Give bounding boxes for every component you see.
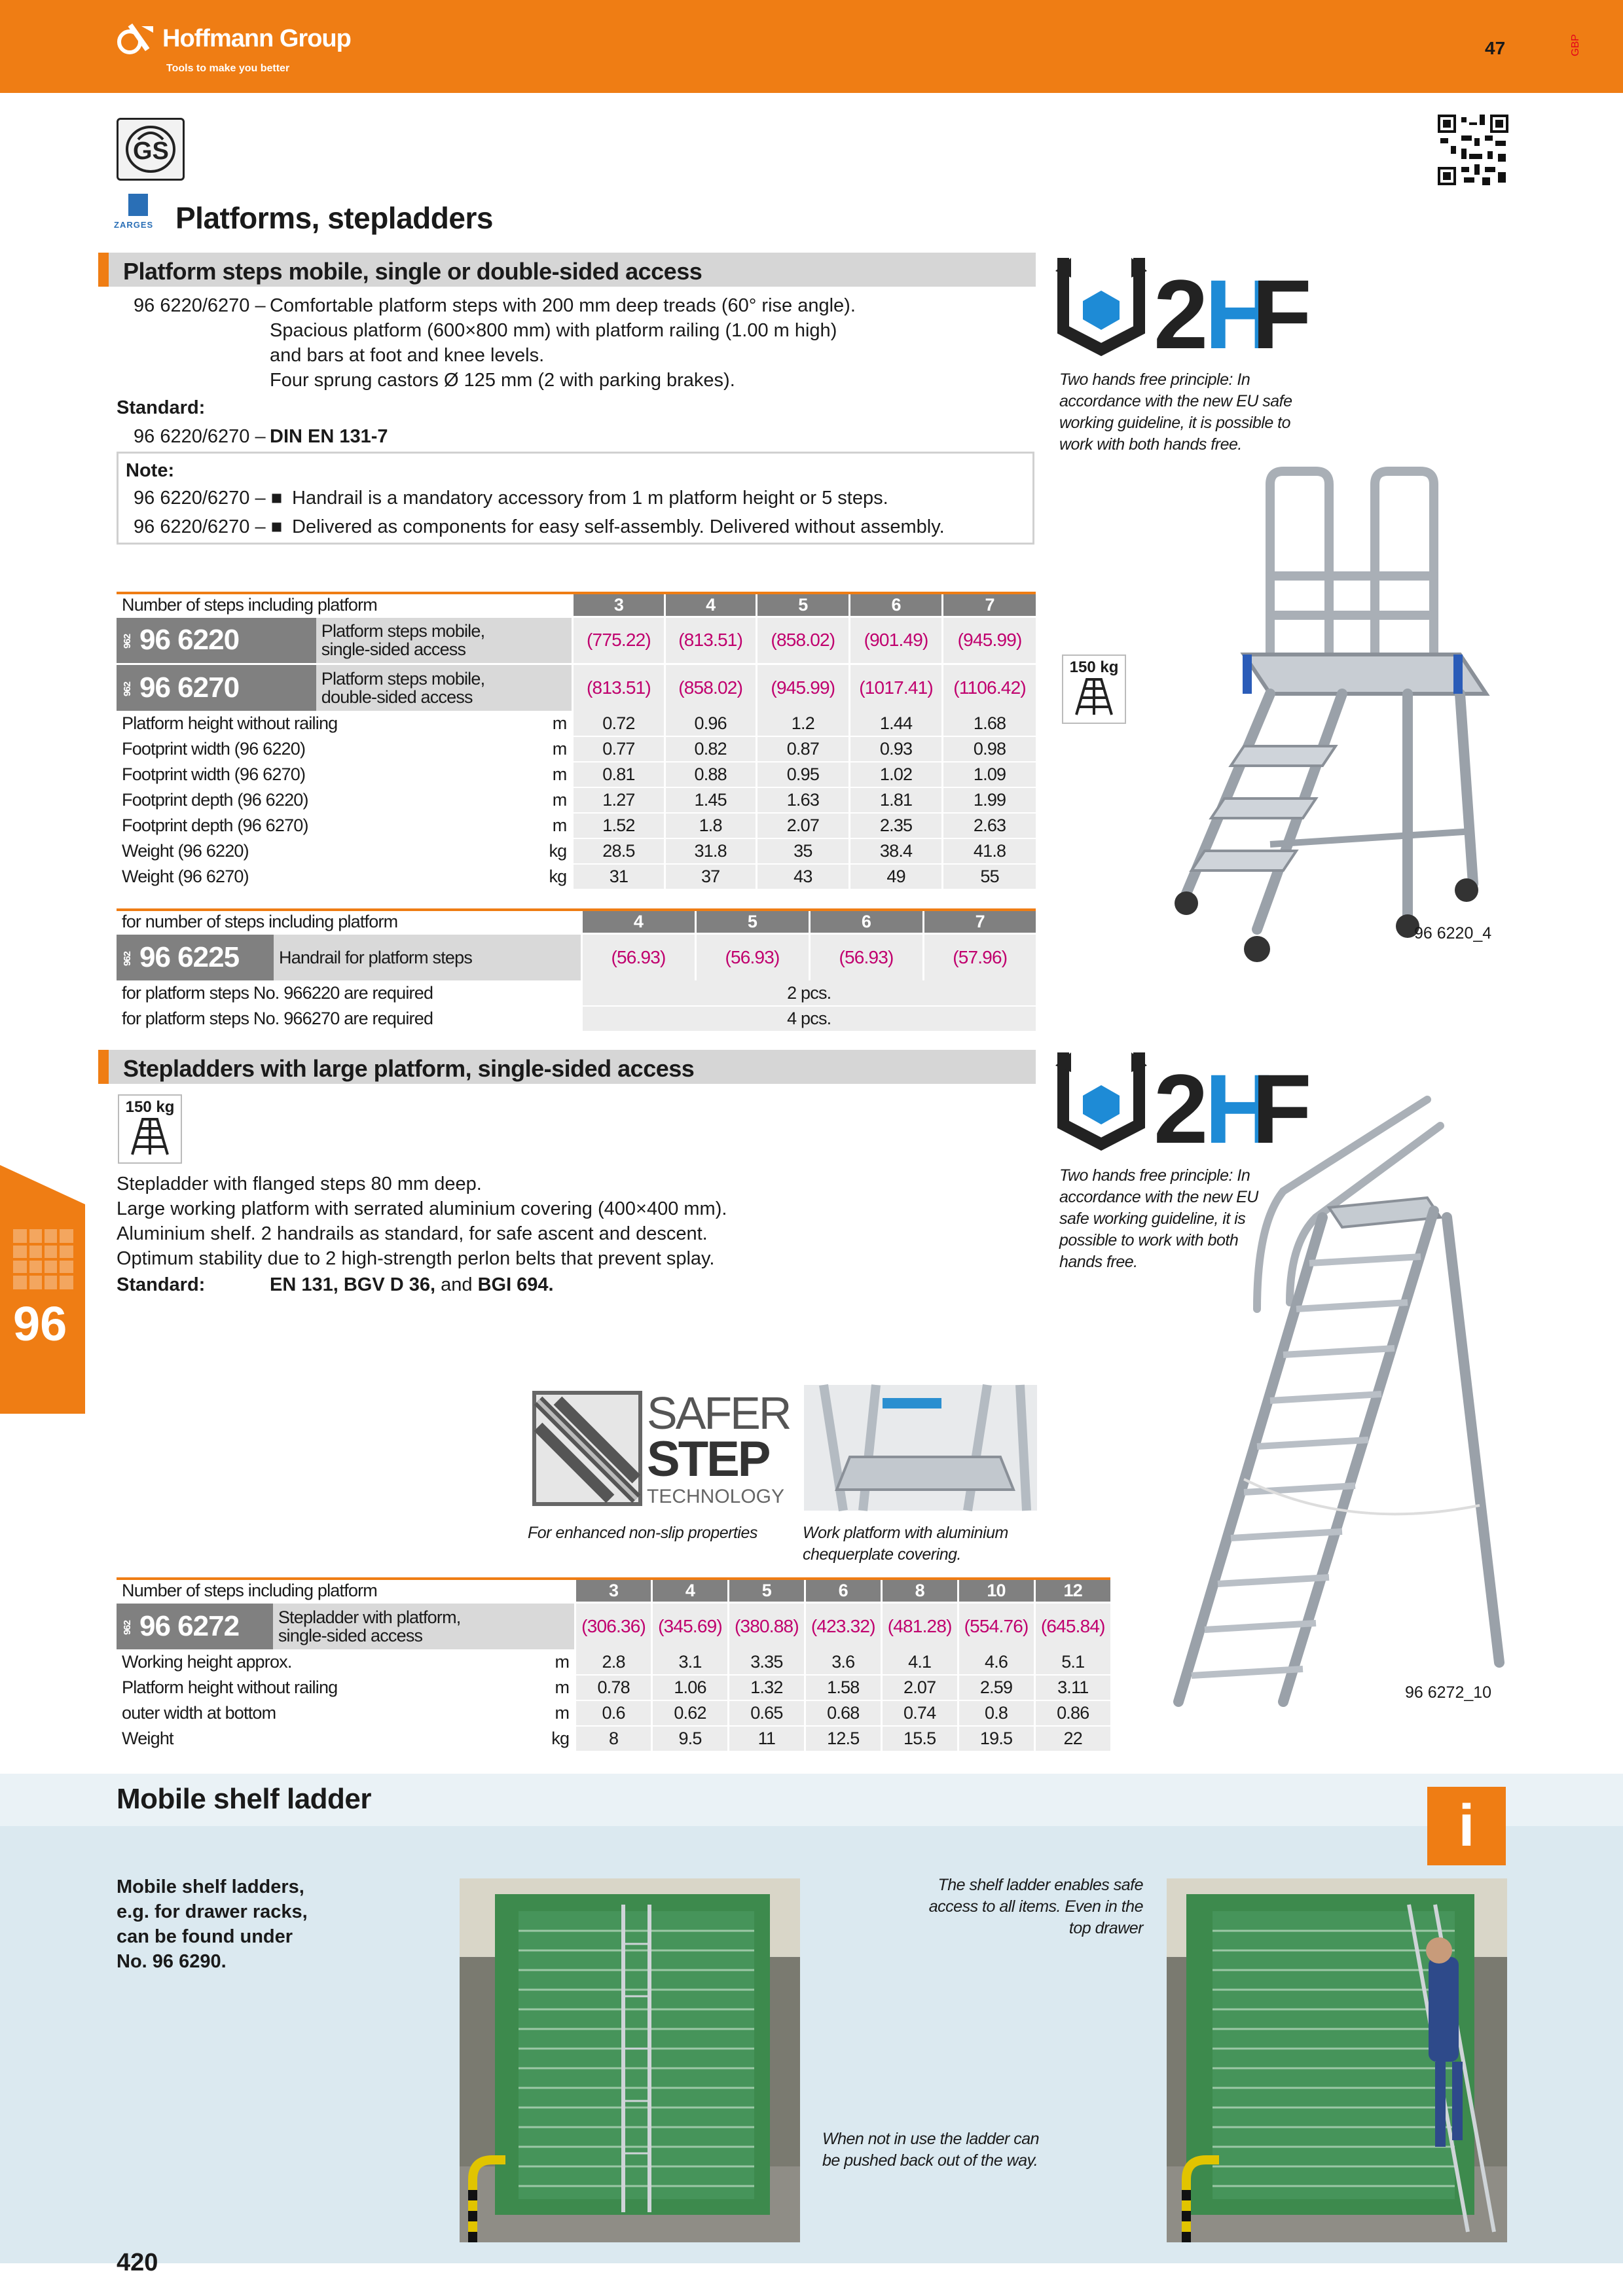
desc-line: Comfortable platform steps with 200 mm deep treads (60° rise angle). [270, 295, 856, 316]
row-value: 49 [849, 864, 942, 889]
row-value: 1.02 [849, 762, 942, 787]
price[interactable]: (56.93) [581, 933, 695, 980]
row-value: 1.52 [573, 813, 665, 838]
price[interactable]: (775.22) [573, 617, 665, 664]
row-value: 1.44 [849, 711, 942, 736]
table-row [117, 980, 1036, 1006]
svg-text:F: F [1252, 259, 1312, 369]
row-value: 0.86 [1034, 1700, 1110, 1726]
table-row [117, 1675, 1110, 1700]
stepladder-table [117, 1577, 1110, 1752]
shelf-ladder-photo-in-use [1167, 1878, 1507, 2242]
row-value: 1.45 [665, 787, 756, 813]
row-value: 0.87 [756, 736, 849, 762]
row-value: 5.1 [1034, 1649, 1110, 1675]
price[interactable]: (945.99) [943, 617, 1036, 664]
step-count: 5 [695, 910, 809, 933]
load-capacity-label: 150 kg [125, 1098, 175, 1116]
table-row [117, 1700, 1110, 1726]
note-label: Note: [126, 460, 175, 481]
article-code-966220[interactable]: 962 96 6220 [117, 617, 316, 664]
row-label: Footprint width (96 6270) [117, 762, 542, 787]
step-count: 5 [728, 1579, 805, 1602]
table-header-label: Number of steps including platform [117, 593, 573, 617]
safer-step-icon [532, 1388, 643, 1509]
row-label: outer width at bottom [117, 1700, 546, 1726]
section-title: Platform steps mobile, single or double-sided access [123, 258, 702, 285]
desc-line: Four sprung castors Ø 125 mm (2 with parking brakes). [270, 370, 735, 391]
page-number: 420 [117, 2249, 158, 2276]
row-value: 1.63 [756, 787, 849, 813]
row-value: 38.4 [849, 838, 942, 864]
row-value: 3.35 [728, 1649, 805, 1675]
row-label: Platform height without railing [117, 711, 542, 736]
info-box-title: Mobile shelf ladder [117, 1783, 372, 1815]
ladder-icon [1071, 677, 1117, 716]
safer-step-caption: For enhanced non-slip properties [528, 1524, 757, 1542]
row-value: 0.88 [665, 762, 756, 787]
price[interactable]: (57.96) [923, 933, 1036, 980]
row-value: 0.68 [805, 1700, 881, 1726]
step-count: 3 [575, 1579, 652, 1602]
table-header-row [117, 1579, 1110, 1602]
row-value: 11 [728, 1726, 805, 1751]
price[interactable]: (481.28) [881, 1602, 958, 1649]
row-value: 8 [575, 1726, 652, 1751]
desc-line: Optimum stability due to 2 high-strength perlon belts that prevent splay. [117, 1248, 715, 1269]
row-value: 2.63 [943, 813, 1036, 838]
row-value: 43 [756, 864, 849, 889]
note-prefix: 96 6220/6270 – ■ [134, 516, 283, 537]
row-value: 0.96 [665, 711, 756, 736]
article-row[interactable] [117, 664, 1036, 711]
row-value: 0.98 [943, 736, 1036, 762]
row-unit: m [542, 762, 573, 787]
standard-prefix: 96 6220/6270 – [134, 426, 266, 447]
price[interactable]: (554.76) [958, 1602, 1034, 1649]
row-value: 1.27 [573, 787, 665, 813]
article-image-number: 96 6272_10 [1405, 1683, 1492, 1702]
chapter-number: 96 [13, 1297, 67, 1351]
zarges-logo [114, 194, 161, 232]
section-heading-stepladders [98, 1050, 1036, 1084]
article-description: Stepladder with platform, single-sided access [273, 1602, 575, 1649]
work-platform-photo [804, 1385, 1037, 1511]
row-unit: m [546, 1675, 575, 1700]
row-label: Weight (96 6220) [117, 838, 542, 864]
row-value: 22 [1034, 1726, 1110, 1751]
table-row [117, 1726, 1110, 1751]
shelf-ladder-photo-stowed [460, 1878, 800, 2242]
step-count: 8 [881, 1579, 958, 1602]
row-label: for platform steps No. 966220 are required [117, 980, 581, 1006]
table-header-label: for number of steps including platform [117, 910, 581, 933]
price[interactable]: (813.51) [573, 664, 665, 711]
step-count: 5 [756, 593, 849, 617]
zarges-label: ZARGES [114, 220, 154, 230]
row-unit: kg [542, 864, 573, 889]
brand-name: Hoffmann Group [162, 25, 351, 52]
row-unit: m [542, 736, 573, 762]
row-value: 9.5 [652, 1726, 729, 1751]
price[interactable]: (945.99) [756, 664, 849, 711]
row-value: 31.8 [665, 838, 756, 864]
row-value: 1.99 [943, 787, 1036, 813]
row-value: 2.59 [958, 1675, 1034, 1700]
table-header-row [117, 910, 1036, 933]
row-label: Platform height without railing [117, 1675, 546, 1700]
article-code-966270[interactable]: 962 96 6270 [117, 664, 316, 711]
price[interactable]: (56.93) [695, 933, 809, 980]
load-capacity-label: 150 kg [1069, 658, 1119, 676]
article-description: Platform steps mobile, double-sided access [316, 664, 573, 711]
chapter-grid-icon [13, 1229, 73, 1289]
row-label: Footprint depth (96 6270) [117, 813, 542, 838]
row-value: 2.8 [575, 1649, 652, 1675]
row-unit: m [542, 711, 573, 736]
price[interactable]: (423.32) [805, 1602, 881, 1649]
row-value: 12.5 [805, 1726, 881, 1751]
step-label: STEP [647, 1431, 769, 1487]
article-description: Platform steps mobile, single-sided access [316, 617, 573, 664]
row-value: 0.74 [881, 1700, 958, 1726]
article-row[interactable] [117, 933, 1036, 980]
desc-line: and bars at foot and knee levels. [270, 345, 545, 366]
zarges-logo-icon [128, 194, 148, 216]
section-title: Stepladders with large platform, single-sided access [123, 1055, 695, 1082]
row-value: 1.58 [805, 1675, 881, 1700]
row-value: 1.09 [943, 762, 1036, 787]
safer-label: SAFER [647, 1388, 790, 1439]
handrail-table [117, 908, 1036, 1032]
table-row [117, 711, 1036, 736]
standard-value: DIN EN 131-7 [270, 426, 388, 447]
row-value: 1.81 [849, 787, 942, 813]
svg-text:2: 2 [1154, 1054, 1202, 1164]
step-count: 3 [573, 593, 665, 617]
svg-text:GS: GS [133, 137, 169, 165]
row-value: 1.06 [652, 1675, 729, 1700]
row-value: 0.93 [849, 736, 942, 762]
qr-code-icon[interactable] [1438, 114, 1508, 186]
ladder-access-caption: The shelf ladder enables safe access to all items. Even in the top drawer [928, 1876, 1143, 1937]
work-platform-caption: Work platform with aluminium chequerplate covering. [803, 1524, 1008, 1564]
note-text: Handrail is a mandatory accessory from 1 m platform height or 5 steps. [292, 488, 888, 509]
technology-label: TECHNOLOGY [647, 1486, 785, 1507]
row-unit: m [546, 1700, 575, 1726]
price[interactable]: (858.02) [665, 664, 756, 711]
row-value: 0.95 [756, 762, 849, 787]
row-value: 0.65 [728, 1700, 805, 1726]
row-label: Working height approx. [117, 1649, 546, 1675]
desc-line: Aluminium shelf. 2 handrails as standard, for safe ascent and descent. [117, 1223, 708, 1244]
article-image-number: 96 6220_4 [1414, 924, 1492, 942]
catalog-page-number: 47 [1485, 38, 1506, 58]
row-value: 2.07 [756, 813, 849, 838]
row-value: 35 [756, 838, 849, 864]
gs-certification-icon [117, 118, 185, 181]
table-row [117, 838, 1036, 864]
step-count: 10 [958, 1579, 1034, 1602]
standard-label: Standard: [117, 397, 206, 418]
step-count: 6 [809, 910, 923, 933]
price[interactable]: (645.84) [1034, 1602, 1110, 1649]
row-value: 0.6 [575, 1700, 652, 1726]
row-value: 2.35 [849, 813, 942, 838]
svg-text:2: 2 [1154, 259, 1202, 369]
row-unit: kg [546, 1726, 575, 1751]
desc-line: Spacious platform (600×800 mm) with platform railing (1.00 m high) [270, 320, 837, 341]
article-row[interactable] [117, 617, 1036, 664]
stepladder-photo [1152, 1086, 1519, 1715]
step-count: 4 [581, 910, 695, 933]
row-value: 3.6 [805, 1649, 881, 1675]
row-unit: m [542, 787, 573, 813]
table-row [117, 813, 1036, 838]
note-text: Delivered as components for easy self-assembly. Delivered without assembly. [292, 516, 945, 537]
price[interactable]: (1017.41) [849, 664, 942, 711]
row-unit: m [546, 1649, 575, 1675]
svg-text:H: H [1205, 259, 1269, 369]
row-unit: kg [542, 838, 573, 864]
row-label: Footprint width (96 6220) [117, 736, 542, 762]
row-value: 19.5 [958, 1726, 1034, 1751]
row-value: 15.5 [881, 1726, 958, 1751]
article-code-966225[interactable]: 962 96 6225 [117, 933, 274, 980]
row-value: 0.82 [665, 736, 756, 762]
step-count: 6 [805, 1579, 881, 1602]
page-title: Platforms, stepladders [175, 201, 493, 235]
hoffmann-logo-icon [117, 20, 155, 58]
price[interactable]: (813.51) [665, 617, 756, 664]
article-description: Handrail for platform steps [274, 933, 581, 980]
price[interactable]: (306.36) [575, 1602, 652, 1649]
two-hands-free-caption: Two hands free principle: In accordance with the new EU safe working guideline, it is possible to work with both hands free. [1059, 370, 1292, 454]
row-value: 31 [573, 864, 665, 889]
step-count: 7 [923, 910, 1036, 933]
row-value: 1.8 [665, 813, 756, 838]
step-count: 4 [652, 1579, 729, 1602]
row-value: 41.8 [943, 838, 1036, 864]
svg-text:H: H [1205, 1054, 1269, 1164]
info-icon: i [1427, 1787, 1506, 1865]
table-row [117, 787, 1036, 813]
table-row [117, 1649, 1110, 1675]
price[interactable]: (1106.42) [943, 664, 1036, 711]
table-header-row [117, 593, 1036, 617]
brand-tagline: Tools to make you better [166, 63, 290, 74]
row-label: for platform steps No. 966270 are required [117, 1006, 581, 1031]
row-value: 0.62 [652, 1700, 729, 1726]
row-value: 4.1 [881, 1649, 958, 1675]
section-heading-platform-steps [98, 253, 1036, 287]
platform-steps-photo [1146, 458, 1519, 975]
table-row [117, 864, 1036, 889]
ladder-icon [127, 1117, 173, 1156]
chapter-side-tab[interactable] [0, 1165, 85, 1414]
price[interactable]: (345.69) [652, 1602, 729, 1649]
language-code: GBP [1570, 34, 1581, 56]
row-value: 4.6 [958, 1649, 1034, 1675]
step-count: 12 [1034, 1579, 1110, 1602]
row-value: 55 [943, 864, 1036, 889]
step-count: 6 [849, 593, 942, 617]
price[interactable]: (56.93) [809, 933, 923, 980]
row-value: 1.68 [943, 711, 1036, 736]
note-prefix: 96 6220/6270 – ■ [134, 488, 283, 509]
platform-steps-table [117, 592, 1036, 890]
price[interactable]: (901.49) [849, 617, 942, 664]
safer-step-logo [532, 1388, 790, 1509]
row-value: 4 pcs. [581, 1006, 1036, 1031]
row-value: 1.32 [728, 1675, 805, 1700]
row-value: 0.81 [573, 762, 665, 787]
row-value: 37 [665, 864, 756, 889]
article-code-966272[interactable]: 962 96 6272 [117, 1602, 273, 1649]
svg-text:F: F [1252, 1054, 1312, 1164]
table-row [117, 736, 1036, 762]
desc-line: Stepladder with flanged steps 80 mm deep. [117, 1174, 482, 1194]
desc-prefix: 96 6220/6270 – [134, 295, 266, 316]
row-value: 0.77 [573, 736, 665, 762]
article-row[interactable] [117, 1602, 1110, 1649]
price[interactable]: (858.02) [756, 617, 849, 664]
row-unit: m [542, 813, 573, 838]
table-row [117, 1006, 1036, 1031]
row-value: 0.8 [958, 1700, 1034, 1726]
row-label: Footprint depth (96 6220) [117, 787, 542, 813]
row-label: Weight [117, 1726, 546, 1751]
table-row [117, 762, 1036, 787]
row-value: 2 pcs. [581, 980, 1036, 1006]
two-hands-free-logo [1055, 251, 1312, 369]
row-value: 1.2 [756, 711, 849, 736]
row-value: 28.5 [573, 838, 665, 864]
step-count: 7 [943, 593, 1036, 617]
row-value: 2.07 [881, 1675, 958, 1700]
step-count: 4 [665, 593, 756, 617]
row-value: 0.78 [575, 1675, 652, 1700]
price[interactable]: (380.88) [728, 1602, 805, 1649]
two-hands-free-caption: Two hands free principle: In accordance with the new EU safe working guideline, it is possible to work with both hands free. [1059, 1166, 1258, 1271]
row-value: 3.1 [652, 1649, 729, 1675]
info-text[interactable]: Mobile shelf ladders, e.g. for drawer racks, can be found under No. 96 6290. [117, 1876, 308, 1972]
load-capacity-badge [118, 1094, 182, 1164]
standard-value: EN 131, BGV D 36, and BGI 694. [270, 1274, 554, 1295]
table-header-label: Number of steps including platform [117, 1579, 575, 1602]
desc-line: Large working platform with serrated aluminium covering (400×400 mm). [117, 1198, 727, 1219]
row-label: Weight (96 6270) [117, 864, 542, 889]
ladder-stowed-caption: When not in use the ladder can be pushed back out of the way. [822, 2130, 1040, 2170]
standard-label: Standard: [117, 1274, 206, 1295]
load-capacity-badge [1062, 655, 1126, 724]
row-value: 0.72 [573, 711, 665, 736]
row-value: 3.11 [1034, 1675, 1110, 1700]
